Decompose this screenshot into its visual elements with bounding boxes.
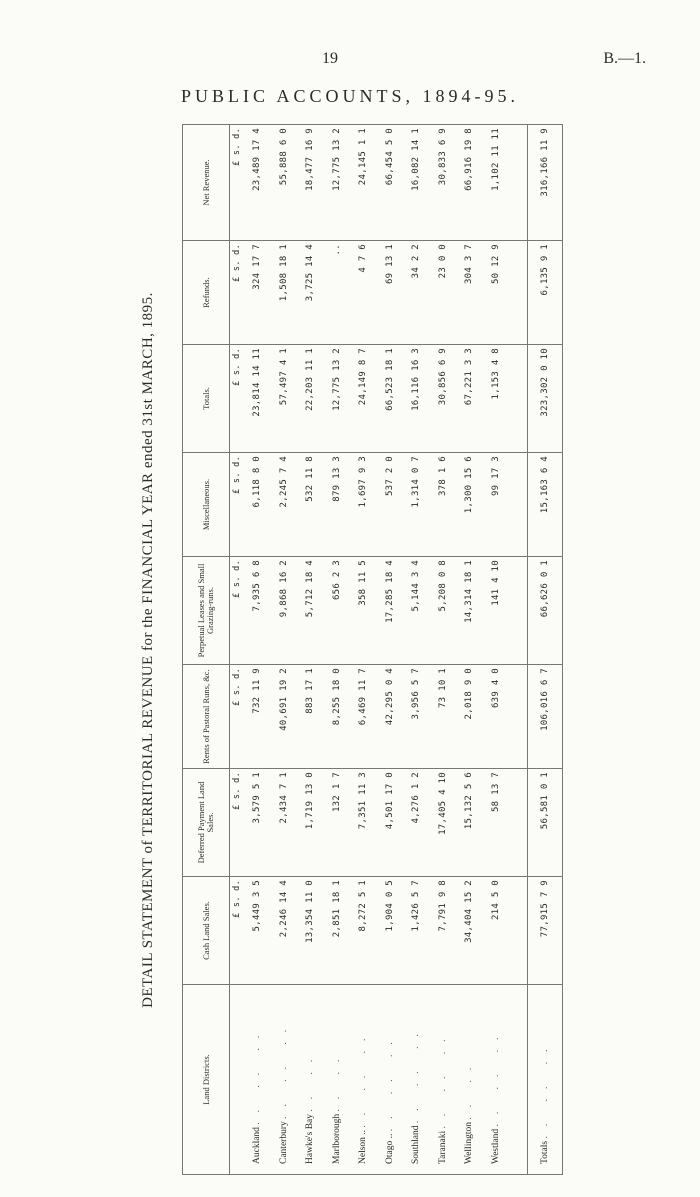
- refunds-cell: ..: [324, 241, 351, 345]
- table-row: [271, 125, 298, 1175]
- col-header: Land Districts.: [183, 985, 230, 1175]
- totals-cell: 23,814 14 11: [244, 345, 271, 453]
- rents-cell: 2,018 9 0: [456, 665, 483, 769]
- district-cell: [244, 985, 271, 1175]
- spacer-cell: [509, 985, 528, 1175]
- totals-cell: 24,149 8 7: [350, 345, 377, 453]
- perpetual-cell: 358 11 5: [350, 557, 377, 665]
- perpetual-cell: 141 4 10: [483, 557, 510, 665]
- rents-cell: 639 4 0: [483, 665, 510, 769]
- col-header: Perpetual Leases and Small Grazing-runs.: [183, 557, 230, 665]
- district-cell: [324, 985, 351, 1175]
- units-cell: £ s. d.: [230, 125, 245, 241]
- net-cell: 66,916 19 8: [456, 125, 483, 241]
- cash-cell: 1,426 5 7: [403, 877, 430, 985]
- perpetual-cell: 5,208 0 8: [430, 557, 457, 665]
- units-cell: £ s. d.: [230, 345, 245, 453]
- spacer-cell: [509, 125, 528, 241]
- misc-cell: 99 17 3: [483, 453, 510, 557]
- cash-cell: 2,246 14 4: [271, 877, 298, 985]
- misc-cell: 378 1 6: [430, 453, 457, 557]
- deferred-cell: 58 13 7: [483, 769, 510, 877]
- spacer-cell: [509, 877, 528, 985]
- rents-cell: 8,255 18 0: [324, 665, 351, 769]
- refunds-cell: 69 13 1: [377, 241, 404, 345]
- misc-cell: 1,314 0 7: [403, 453, 430, 557]
- district-name: Westland: [490, 1128, 501, 1164]
- units-cell: £ s. d.: [230, 877, 245, 985]
- totals-cell: 30,856 6 9: [430, 345, 457, 453]
- perpetual-cell: 14,314 18 1: [456, 557, 483, 665]
- cash-cell: 77,915 7 9: [528, 877, 563, 985]
- district-name: Taranaki: [437, 1130, 448, 1164]
- district-name: Southland: [411, 1125, 422, 1164]
- perpetual-cell: 9,868 16 2: [271, 557, 298, 665]
- spacer-cell: [509, 345, 528, 453]
- table-row: [244, 125, 271, 1175]
- deferred-cell: 17,405 4 10: [430, 769, 457, 877]
- table-row: [324, 125, 351, 1175]
- spacer-cell: [509, 665, 528, 769]
- deferred-cell: 3,579 5 1: [244, 769, 271, 877]
- page-heading: PUBLIC ACCOUNTS, 1894-95.: [180, 86, 520, 106]
- perpetual-cell: 5,712 18 4: [297, 557, 324, 665]
- table-row: [403, 125, 430, 1175]
- cash-cell: 8,272 5 1: [350, 877, 377, 985]
- district-name: Wellington: [464, 1122, 475, 1164]
- totals-cell: 16,116 16 3: [403, 345, 430, 453]
- rents-cell: 106,016 6 7: [528, 665, 563, 769]
- net-cell: 24,145 1 1: [350, 125, 377, 241]
- refunds-cell: 6,135 9 1: [528, 241, 563, 345]
- rents-cell: 3,956 5 7: [403, 665, 430, 769]
- misc-cell: 879 13 3: [324, 453, 351, 557]
- leader-dots: .. .. ..: [252, 1025, 263, 1125]
- misc-cell: 6,118 8 0: [244, 453, 271, 557]
- district-name: Auckland: [252, 1127, 263, 1164]
- refunds-cell: 23 0 0: [430, 241, 457, 345]
- spacer-cell: [509, 769, 528, 877]
- leader-dots: .. .. ..: [490, 1027, 501, 1127]
- deferred-cell: 132 1 7: [324, 769, 351, 877]
- table-row: [377, 125, 404, 1175]
- table-row: [350, 125, 377, 1175]
- units-cell: £ s. d.: [230, 557, 245, 665]
- district-cell: [271, 985, 298, 1175]
- leader-dots: .. ..: [305, 1049, 316, 1112]
- refunds-cell: 304 3 7: [456, 241, 483, 345]
- refunds-cell: 1,508 18 1: [271, 241, 298, 345]
- deferred-cell: 7,351 11 3: [350, 769, 377, 877]
- perpetual-cell: 7,935 6 8: [244, 557, 271, 665]
- district-cell: [403, 985, 430, 1175]
- units-cell: £ s. d.: [230, 453, 245, 557]
- leader-dots: .. .. ..: [278, 1019, 289, 1119]
- col-header: Miscellaneous.: [183, 453, 230, 557]
- rents-cell: 42,295 0 4: [377, 665, 404, 769]
- table-row: [297, 125, 324, 1175]
- spacer-cell: [509, 557, 528, 665]
- totals-cell: 66,523 18 1: [377, 345, 404, 453]
- misc-cell: 2,245 7 4: [271, 453, 298, 557]
- net-cell: 55,888 6 0: [271, 125, 298, 241]
- district-name: Totals: [540, 1140, 550, 1164]
- table-row: [456, 125, 483, 1175]
- deferred-cell: 1,719 13 0: [297, 769, 324, 877]
- district-cell: [456, 985, 483, 1175]
- misc-cell: 537 2 0: [377, 453, 404, 557]
- rotated-table-frame: [140, 125, 550, 1175]
- totals-cell: 67,221 3 3: [456, 345, 483, 453]
- perpetual-cell: 17,285 18 4: [377, 557, 404, 665]
- units-cell: £ s. d.: [230, 665, 245, 769]
- district-cell: [483, 985, 510, 1175]
- district-name: Nelson ..: [358, 1129, 369, 1164]
- header-row: [183, 125, 230, 1175]
- cash-cell: 5,449 3 5: [244, 877, 271, 985]
- refunds-cell: 50 12 9: [483, 241, 510, 345]
- units-cell: [230, 985, 245, 1175]
- totals-cell: 1,153 4 8: [483, 345, 510, 453]
- net-cell: 1,102 11 11: [483, 125, 510, 241]
- units-row: [230, 125, 245, 1175]
- spacer-cell: [509, 241, 528, 345]
- col-header: Deferred Payment Land Sales.: [183, 769, 230, 877]
- cash-cell: 13,354 11 0: [297, 877, 324, 985]
- deferred-cell: 4,276 1 2: [403, 769, 430, 877]
- leader-dots: .. .. ..: [437, 1029, 448, 1129]
- net-cell: 12,775 13 2: [324, 125, 351, 241]
- district-cell: [350, 985, 377, 1175]
- units-cell: £ s. d.: [230, 241, 245, 345]
- perpetual-cell: 66,626 0 1: [528, 557, 563, 665]
- table-row: [483, 125, 510, 1175]
- rents-cell: 6,469 11 7: [350, 665, 377, 769]
- leader-dots: .. .. ..: [411, 1024, 422, 1124]
- leader-dots: .. ..: [464, 1057, 475, 1120]
- net-cell: 23,489 17 4: [244, 125, 271, 241]
- cash-cell: 1,904 0 5: [377, 877, 404, 985]
- deferred-cell: 4,501 17 0: [377, 769, 404, 877]
- territorial-revenue-table: [182, 124, 563, 1175]
- net-cell: 66,454 5 0: [377, 125, 404, 241]
- rents-cell: 883 17 1: [297, 665, 324, 769]
- totals-cell: 323,302 0 10: [528, 345, 563, 453]
- refunds-cell: 324 17 7: [244, 241, 271, 345]
- spacer-cell: [509, 453, 528, 557]
- district-name: Hawke's Bay: [305, 1114, 316, 1164]
- perpetual-cell: 5,144 3 4: [403, 557, 430, 665]
- rents-cell: 732 11 9: [244, 665, 271, 769]
- spacer-row: [509, 125, 528, 1175]
- units-cell: £ s. d.: [230, 769, 245, 877]
- net-cell: 30,833 6 9: [430, 125, 457, 241]
- totals-cell: 22,203 11 1: [297, 345, 324, 453]
- refunds-cell: 3,725 14 4: [297, 241, 324, 345]
- totals-cell: 57,497 4 1: [271, 345, 298, 453]
- col-header: Rents of Pastoral Runs, &c.: [183, 665, 230, 769]
- deferred-cell: 2,434 7 1: [271, 769, 298, 877]
- net-cell: 18,477 16 9: [297, 125, 324, 241]
- refunds-cell: 34 2 2: [403, 241, 430, 345]
- leader-dots: .. .. ..: [540, 1039, 550, 1139]
- leader-dots: .. .. ..: [358, 1028, 369, 1128]
- district-name: Canterbury: [278, 1121, 289, 1164]
- cash-cell: 214 5 0: [483, 877, 510, 985]
- rents-cell: 73 10 1: [430, 665, 457, 769]
- district-name: Marlborough: [331, 1113, 342, 1164]
- col-header: Refunds.: [183, 241, 230, 345]
- refunds-cell: 4 7 6: [350, 241, 377, 345]
- leader-dots: .. .. ..: [384, 1032, 395, 1132]
- deferred-cell: 15,132 5 6: [456, 769, 483, 877]
- col-header: Net Revenue.: [183, 125, 230, 241]
- page-number: 19: [322, 50, 338, 67]
- col-header: Totals.: [183, 345, 230, 453]
- misc-cell: 15,163 6 4: [528, 453, 563, 557]
- net-cell: 316,166 11 9: [528, 125, 563, 241]
- misc-cell: 532 11 8: [297, 453, 324, 557]
- district-cell: [528, 985, 563, 1175]
- document-reference: B.—1.: [603, 50, 646, 67]
- deferred-cell: 56,581 0 1: [528, 769, 563, 877]
- cash-cell: 7,791 9 8: [430, 877, 457, 985]
- cash-cell: 34,404 15 2: [456, 877, 483, 985]
- district-cell: [377, 985, 404, 1175]
- perpetual-cell: 656 2 3: [324, 557, 351, 665]
- misc-cell: 1,697 9 3: [350, 453, 377, 557]
- district-cell: [297, 985, 324, 1175]
- col-header: Cash Land Sales.: [183, 877, 230, 985]
- district-cell: [430, 985, 457, 1175]
- table-caption: DETAIL STATEMENT of TERRITORIAL REVENUE for the FINANCIAL YEAR ended 31st MARCH, 1895.: [140, 292, 156, 1008]
- totals-row: [528, 125, 563, 1175]
- leader-dots: .. ..: [331, 1049, 342, 1112]
- table-row: [430, 125, 457, 1175]
- rents-cell: 40,691 19 2: [271, 665, 298, 769]
- totals-cell: 12,775 13 2: [324, 345, 351, 453]
- district-name: Otago ..: [384, 1133, 395, 1164]
- net-cell: 16,082 14 1: [403, 125, 430, 241]
- cash-cell: 2,851 18 1: [324, 877, 351, 985]
- misc-cell: 1,300 15 6: [456, 453, 483, 557]
